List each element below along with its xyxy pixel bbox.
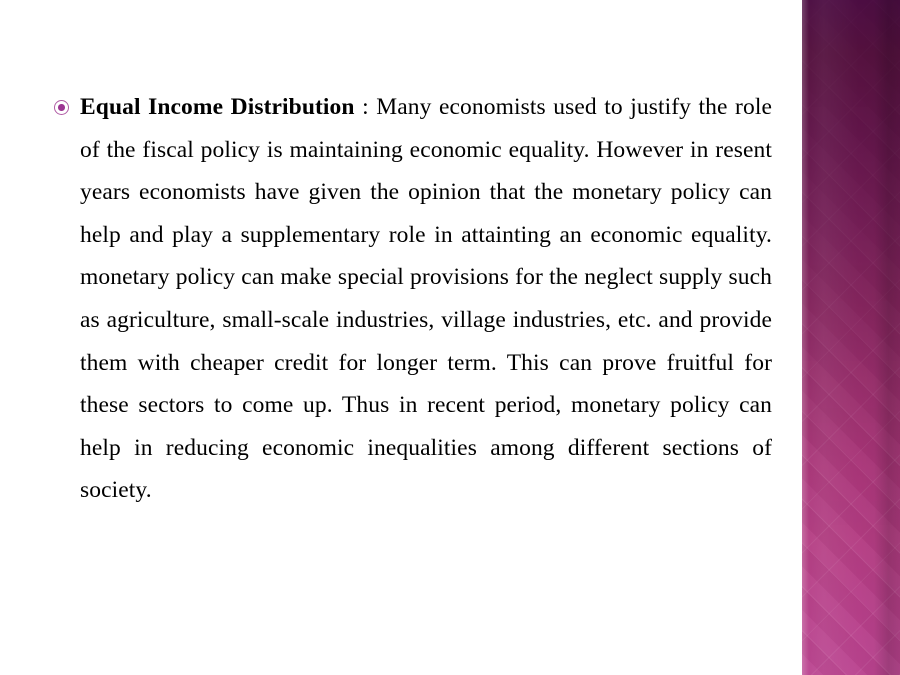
paragraph-heading: Equal Income Distribution [80,94,355,120]
panel-right-shadow-edge [874,0,900,675]
body-paragraph [80,86,772,512]
paragraph-text: Many economists used to justify the role of the fiscal policy is maintaining economic equality. However in resent years economists have given the opinion that the monetary policy can help and play a supplementary role in attainting an economic equality. monetary policy can make special provisions for the neglect supply such as agriculture, small-scale industries, village industries, etc. and provide them with cheaper credit for longer term. This can prove fruitful for these sectors to come up. Thus in recent period, monetary policy can help in reducing economic inequalities among different sections of society. [80,94,772,504]
panel-left-highlight-edge [802,0,809,675]
right-gradient-panel [802,0,900,675]
heading-separator: : [354,94,377,120]
ring-dot-bullet-icon [54,100,69,115]
slide-content [48,86,772,512]
bullet-list-item [48,86,772,512]
